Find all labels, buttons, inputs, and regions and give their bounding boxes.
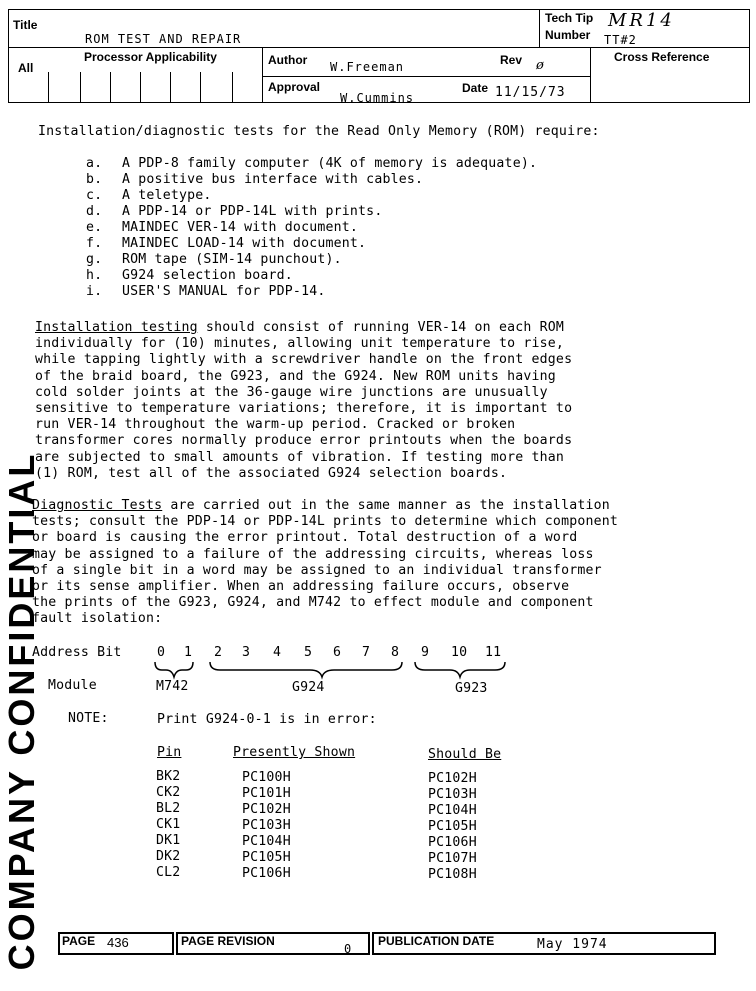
page-revision-value: 0 <box>344 942 352 956</box>
author-value: W.Freeman <box>330 60 405 74</box>
brace-g924 <box>210 662 402 677</box>
rev-value: ø <box>536 58 544 73</box>
author-label: Author <box>268 53 308 67</box>
installation-paragraph: Installation testing should consist of running VER-14 on each ROM individually for (10) minutes, allowing unit temperature to rise, while tapping lightly with a screwdriver handle on the front edges of the braid board, the G923, and the G924. New ROM units having cold solder joints at the 36-gauge wire junctions are unusually sensitive to temperature variations; therefore, it is important to run VER-14 throughout the warm-up period. Cracked or broken transformer cores normally produce error printouts when the boards are subjected to small amounts of vibration. If testing more than (1) ROM, test all of the associated G924 selection boards. <box>35 320 573 481</box>
list-item-text: A teletype. <box>122 188 212 203</box>
list-item: c. <box>86 188 103 203</box>
techtip-number-label: Number <box>545 28 591 42</box>
diagnostic-paragraph: Diagnostic Tests are carried out in the same manner as the installation tests; consult the PDP-14 or PDP-14L prints to determine which component or board is causing the error printout. Total destruction of a word may be assigned to a failure of the addressing circuits, whereas loss of a single bit in a word may be assigned to an individual transformer or its sense amplifier. When an addressing failure occurs, observe the prints of the G923, G924, and M742 to effect module and component fault isolation: <box>32 498 619 627</box>
rev-label: Rev <box>500 53 523 67</box>
address-bit: 7 <box>362 645 371 660</box>
techtip-value: TT#2 <box>604 33 637 47</box>
brace-m742 <box>155 662 193 677</box>
diagnostic-lead: Diagnostic Tests <box>32 498 163 513</box>
brace-g923 <box>415 662 505 677</box>
module-g924: G924 <box>292 680 325 695</box>
date-value: 11/15/73 <box>495 85 566 100</box>
intro-text: Installation/diagnostic tests for the Read Only Memory (ROM) require: <box>38 124 600 139</box>
list-item: a. <box>86 156 103 171</box>
list-item: b. <box>86 172 103 187</box>
module-m742: M742 <box>156 679 189 694</box>
list-item-text: MAINDEC VER-14 with document. <box>122 220 359 235</box>
module-braces <box>150 660 510 680</box>
publication-date-label: PUBLICATION DATE <box>378 934 495 948</box>
address-bit: 11 <box>485 645 502 660</box>
list-item-text: USER'S MANUAL for PDP-14. <box>122 284 326 299</box>
address-bit: 2 <box>214 645 223 660</box>
note-label: NOTE: <box>68 711 109 726</box>
list-item: g. <box>86 252 103 267</box>
publication-date-value: May 1974 <box>537 937 608 952</box>
list-item: i. <box>86 284 103 299</box>
address-bit: 0 <box>157 645 166 660</box>
title-value: ROM TEST AND REPAIR <box>85 32 242 46</box>
techtip-label: Tech Tip <box>545 11 594 25</box>
module-label: Module <box>48 678 97 693</box>
approval-value: W.Cummins <box>340 91 415 105</box>
address-bit: 9 <box>421 645 430 660</box>
address-bit: 10 <box>451 645 468 660</box>
module-g923: G923 <box>455 681 488 696</box>
address-bit: 1 <box>184 645 193 660</box>
page-value: 436 <box>107 935 129 950</box>
list-item-text: A PDP-8 family computer (4K of memory is adequate). <box>122 156 538 171</box>
column-header-should-be: Should Be <box>428 747 502 762</box>
date-label: Date <box>462 81 489 95</box>
address-bit: 4 <box>273 645 282 660</box>
column-header-pin: Pin <box>157 745 182 760</box>
list-item: h. <box>86 268 103 283</box>
approval-label: Approval <box>268 80 321 94</box>
list-item: e. <box>86 220 103 235</box>
list-item: f. <box>86 236 103 251</box>
title-label: Title <box>13 18 38 32</box>
address-bit: 3 <box>242 645 251 660</box>
note-text: Print G924-0-1 is in error: <box>157 712 377 727</box>
list-item: d. <box>86 204 103 219</box>
page-revision-label: PAGE REVISION <box>181 934 275 948</box>
list-item-text: MAINDEC LOAD-14 with document. <box>122 236 367 251</box>
list-item-text: A PDP-14 or PDP-14L with prints. <box>122 204 383 219</box>
address-bit: 8 <box>391 645 400 660</box>
list-item-text: G924 selection board. <box>122 268 293 283</box>
all-label: All <box>18 61 34 75</box>
installation-lead: Installation testing <box>35 320 198 335</box>
page-label: PAGE <box>62 934 96 948</box>
address-bit-label: Address Bit <box>32 645 122 660</box>
techtip-handwritten: MR14 <box>608 10 675 31</box>
list-item-text: A positive bus interface with cables. <box>122 172 424 187</box>
address-bit: 5 <box>304 645 313 660</box>
cross-reference-label: Cross Reference <box>614 50 710 64</box>
address-bit: 6 <box>333 645 342 660</box>
column-header-presently-shown: Presently Shown <box>233 745 356 760</box>
processor-applicability-label: Processor Applicability <box>84 50 217 64</box>
list-item-text: ROM tape (SIM-14 punchout). <box>122 252 342 267</box>
company-confidential-stamp: COMPANY CONFIDENTIAL <box>1 451 42 971</box>
